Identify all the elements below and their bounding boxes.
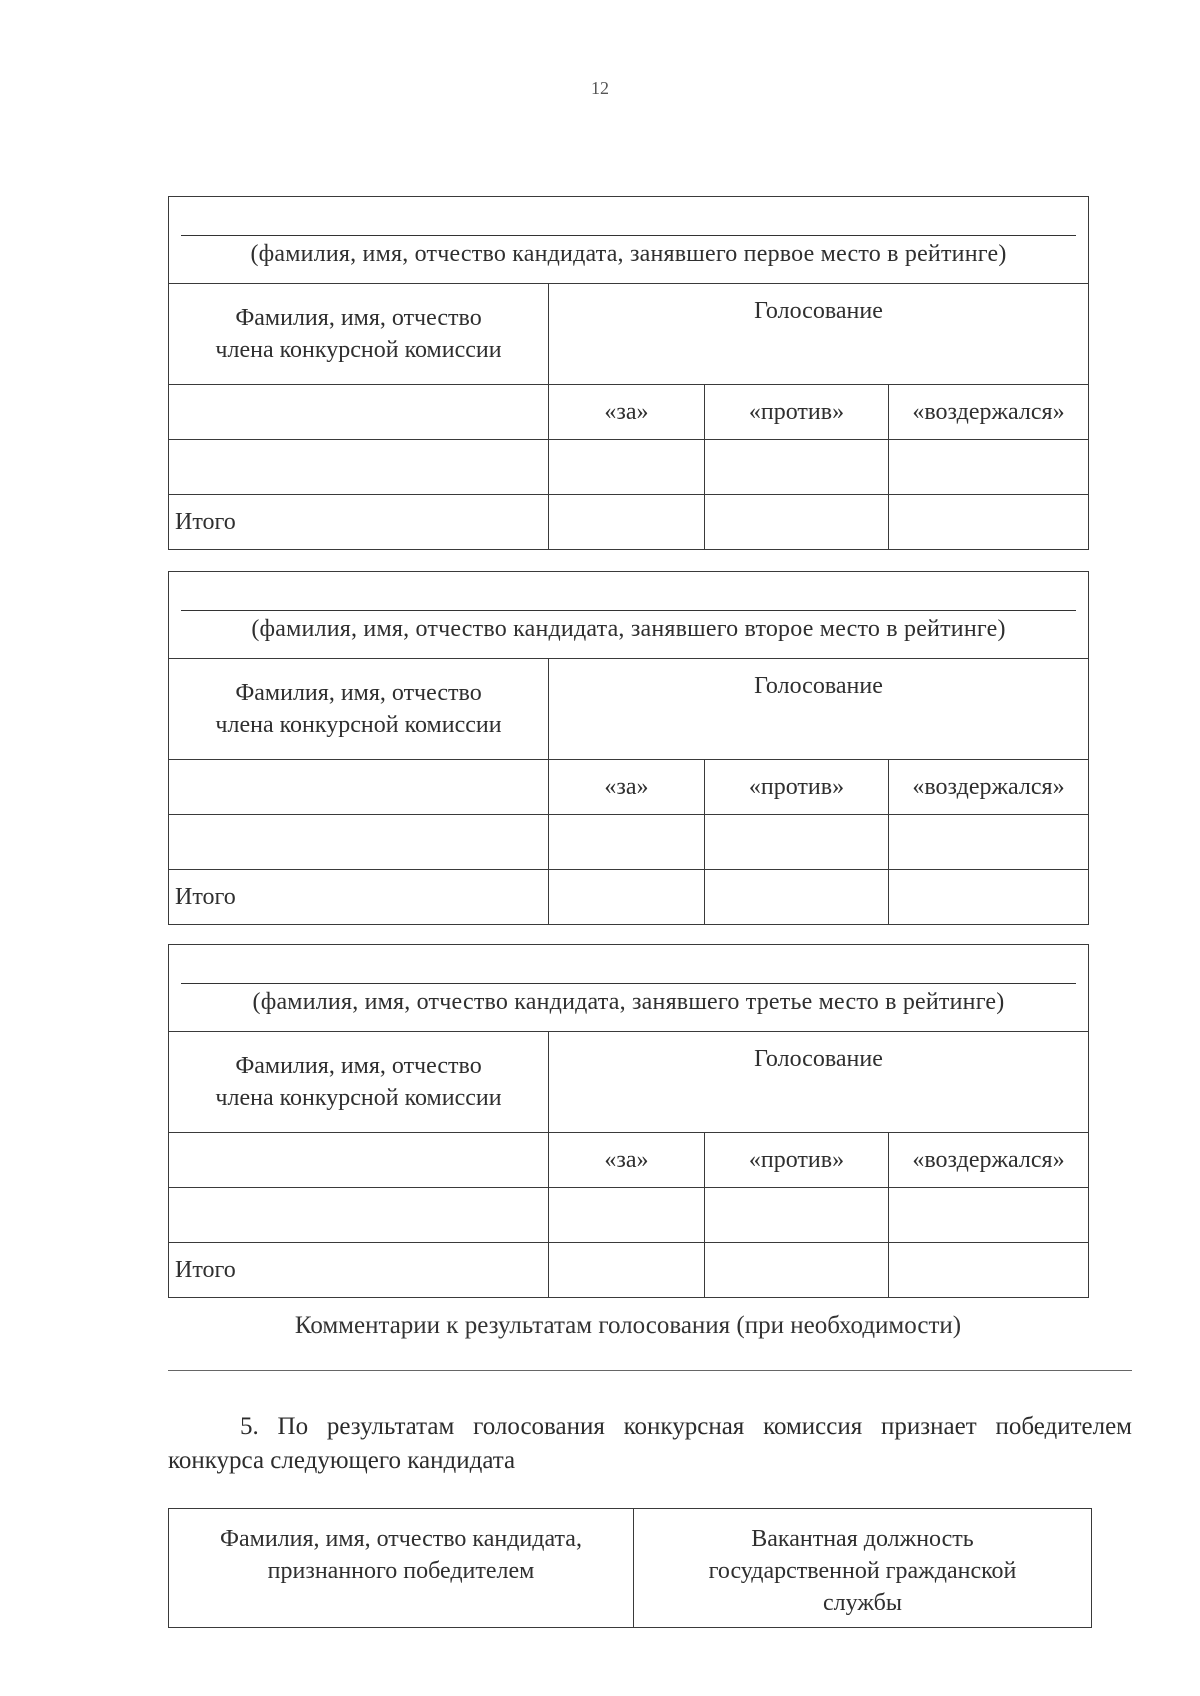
candidate-name-line [181,983,1076,984]
total-label: Итого [169,495,549,550]
total-label: Итого [169,870,549,925]
total-za-cell[interactable] [549,870,705,925]
member-name-cell[interactable] [169,1133,549,1188]
candidate-name-field[interactable] [169,945,1089,1032]
total-vozd-cell[interactable] [889,870,1089,925]
vote-table-third-place [168,944,1089,1298]
vote-za-header: «за» [549,385,705,440]
vote-vozd-cell[interactable] [889,815,1089,870]
total-protiv-cell[interactable] [705,1243,889,1298]
vote-protiv-cell[interactable] [705,440,889,495]
vacant-position-header: Вакантная должность государственной гражданской службы [634,1509,1092,1628]
candidate-name-field[interactable] [169,197,1089,284]
vote-table-second-place [168,571,1089,925]
total-label: Итого [169,1243,549,1298]
vote-protiv-header: «против» [705,385,889,440]
total-vozd-cell[interactable] [889,1243,1089,1298]
member-name-header: Фамилия, имя, отчество члена конкурсной комиссии [169,284,549,385]
vote-vozd-header: «воздержался» [889,1133,1089,1188]
member-name-cell[interactable] [169,1188,549,1243]
vote-protiv-header: «против» [705,1133,889,1188]
voting-header: Голосование [549,284,1089,385]
vote-protiv-cell[interactable] [705,815,889,870]
total-protiv-cell[interactable] [705,495,889,550]
vote-vozd-cell[interactable] [889,1188,1089,1243]
winner-table [168,1508,1092,1628]
winner-name-header: Фамилия, имя, отчество кандидата, признанного победителем [169,1509,634,1628]
member-name-header: Фамилия, имя, отчество члена конкурсной комиссии [169,659,549,760]
member-name-cell[interactable] [169,440,549,495]
paragraph-5: 5. По результатам голосования конкурсная комиссия признает победителем конкурса следующего кандидата [168,1413,1132,1474]
vote-protiv-header: «против» [705,760,889,815]
candidate-caption: (фамилия, имя, отчество кандидата, занявшего второе место в рейтинге) [251,616,1006,642]
vote-za-cell[interactable] [549,815,705,870]
candidate-caption: (фамилия, имя, отчество кандидата, занявшего третье место в рейтинге) [252,989,1005,1015]
total-protiv-cell[interactable] [705,870,889,925]
candidate-name-field[interactable] [169,572,1089,659]
vote-protiv-cell[interactable] [705,1188,889,1243]
vote-za-cell[interactable] [549,1188,705,1243]
vote-za-cell[interactable] [549,440,705,495]
vote-vozd-header: «воздержался» [889,760,1089,815]
candidate-name-line [181,610,1076,611]
candidate-caption: (фамилия, имя, отчество кандидата, занявшего первое место в рейтинге) [250,241,1007,267]
member-name-cell[interactable] [169,815,549,870]
total-vozd-cell[interactable] [889,495,1089,550]
total-za-cell[interactable] [549,1243,705,1298]
candidate-name-line [181,235,1076,236]
voting-header: Голосование [549,1032,1089,1133]
voting-header: Голосование [549,659,1089,760]
member-name-cell[interactable] [169,385,549,440]
total-za-cell[interactable] [549,495,705,550]
vote-table-first-place [168,196,1089,550]
page-number: 12 [591,78,609,98]
member-name-cell[interactable] [169,760,549,815]
vote-za-header: «за» [549,1133,705,1188]
vote-vozd-cell[interactable] [889,440,1089,495]
comments-title: Комментарии к результатам голосования (при необходимости) [294,1312,962,1339]
comments-line[interactable] [168,1370,1132,1371]
member-name-header: Фамилия, имя, отчество члена конкурсной комиссии [169,1032,549,1133]
vote-vozd-header: «воздержался» [889,385,1089,440]
vote-za-header: «за» [549,760,705,815]
